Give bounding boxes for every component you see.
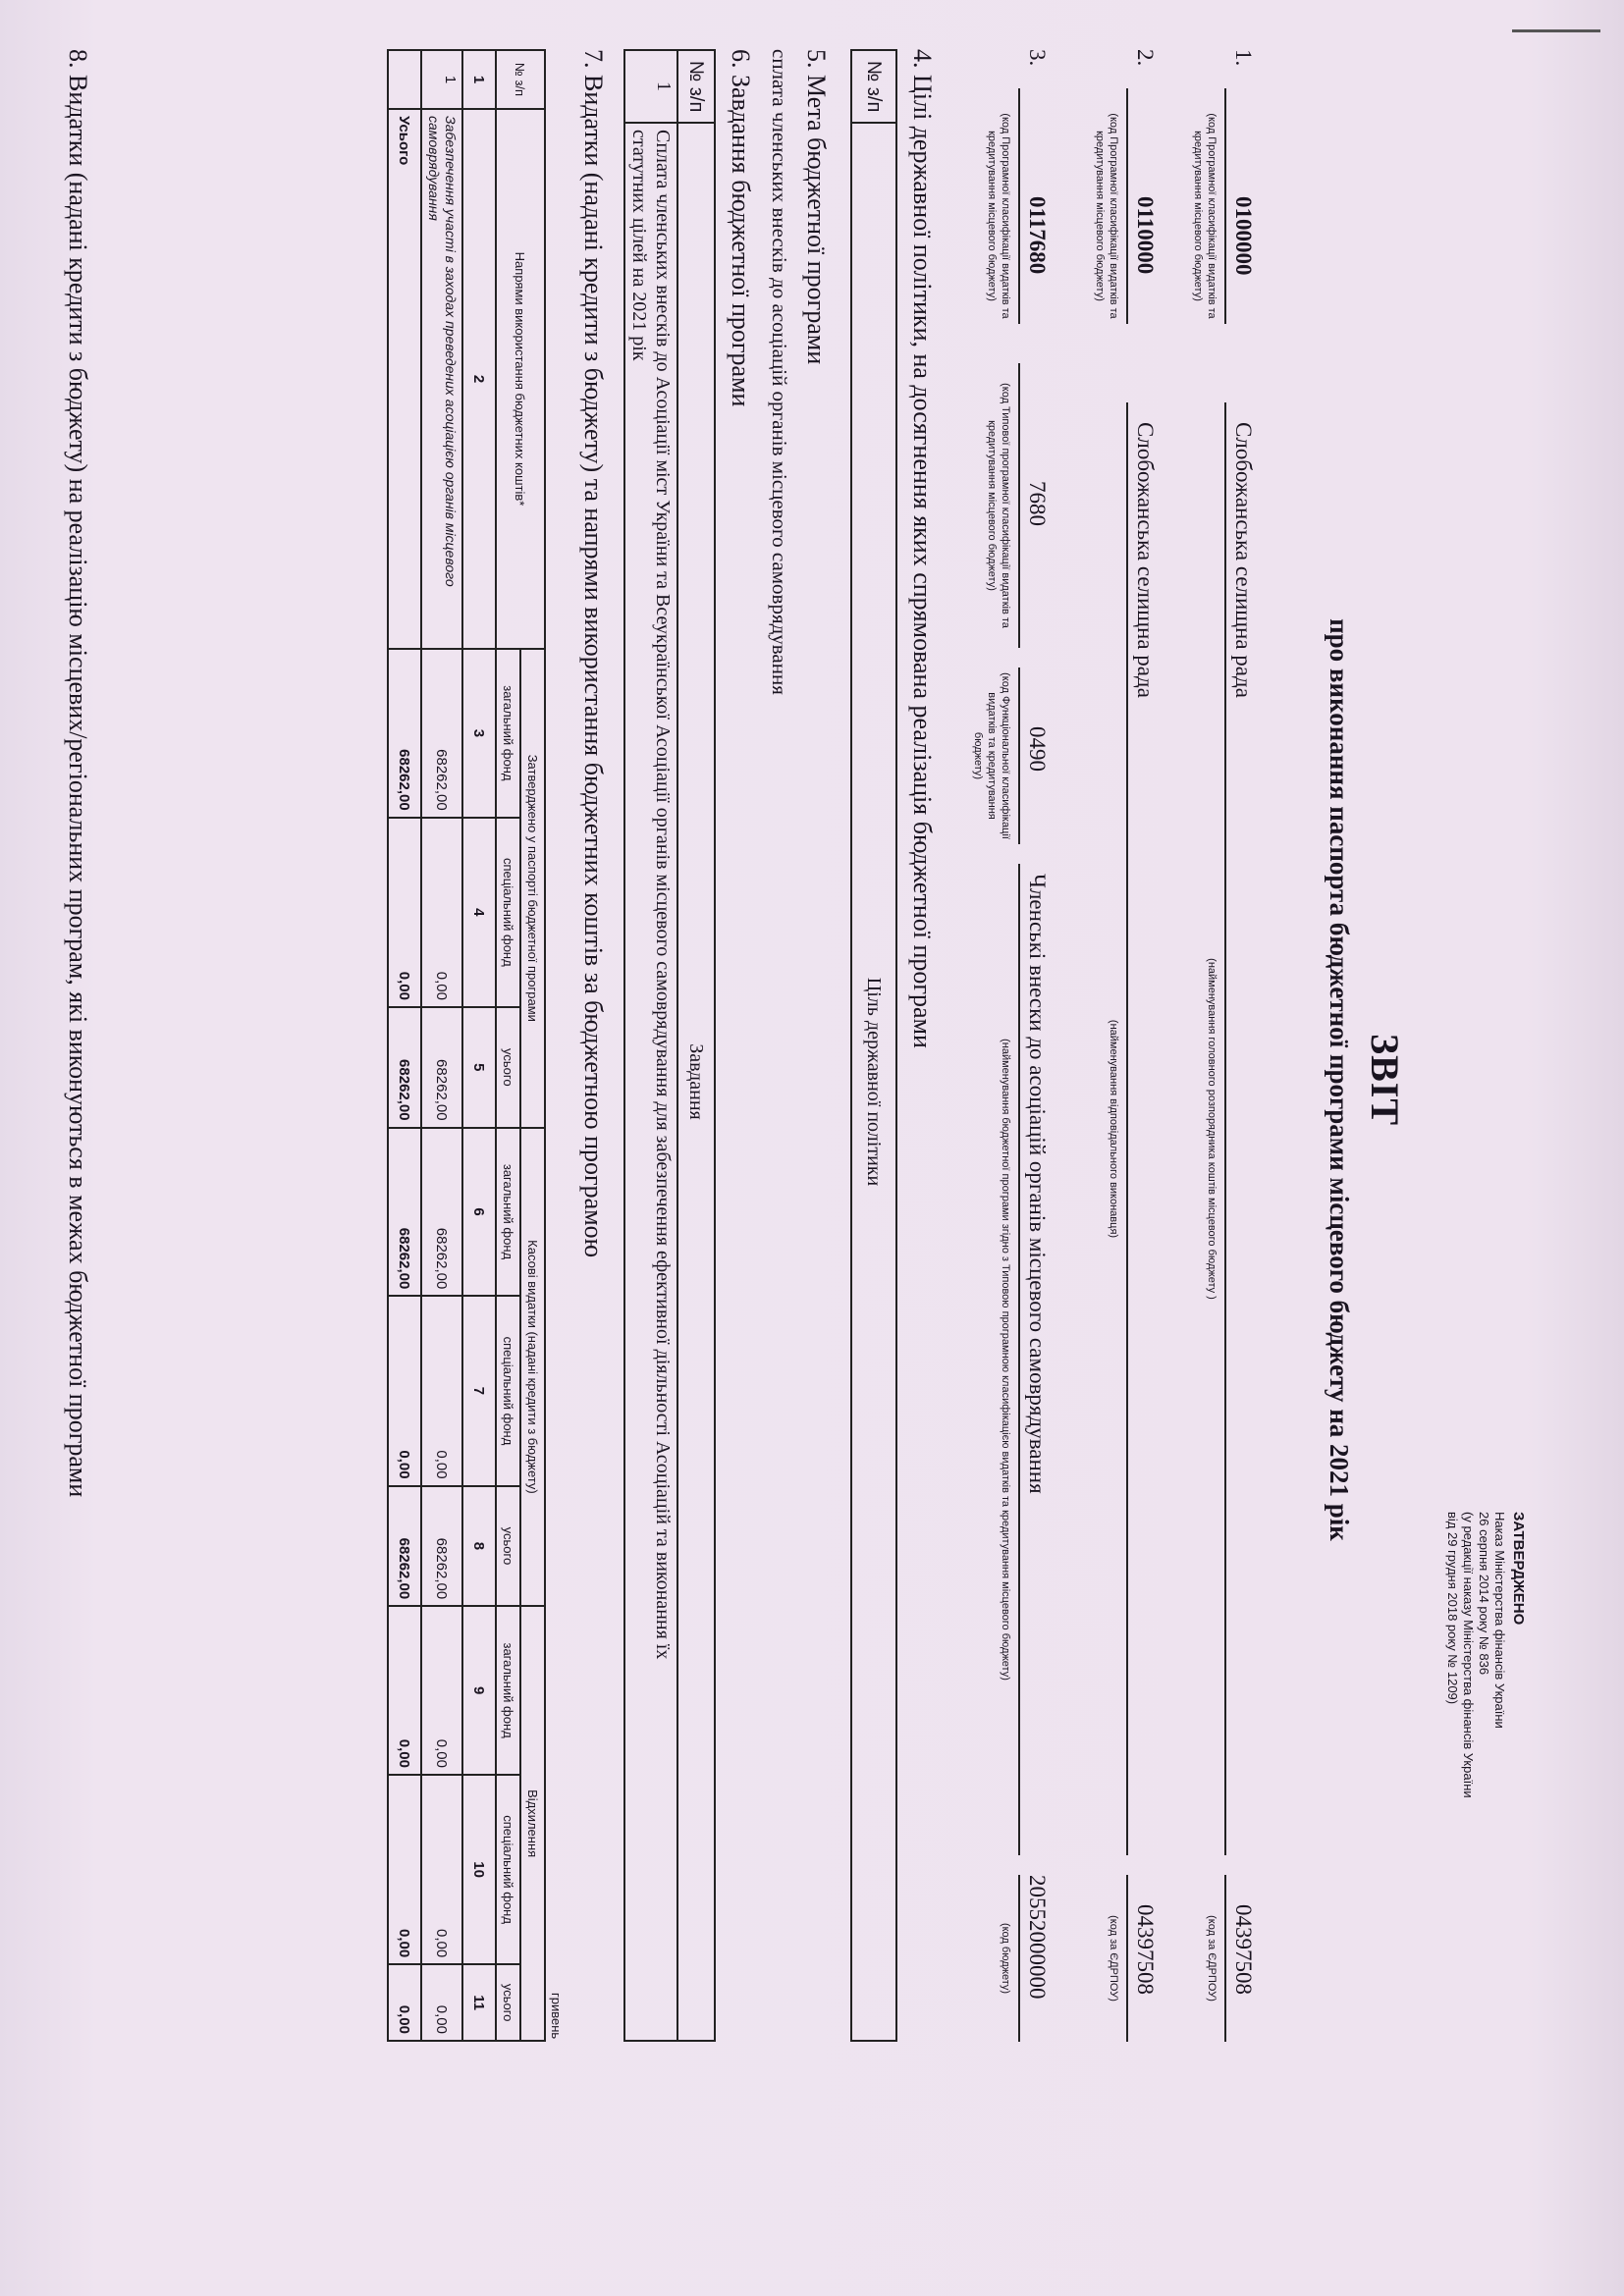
- underline: [1018, 864, 1020, 1855]
- caption: (код бюджету): [1000, 1922, 1011, 1995]
- underline: [1224, 1875, 1226, 2042]
- underline: [1018, 1875, 1020, 2042]
- section-4-title: 4. Цілі державної політики, на досягнення яких спрямована реалізація бюджетної програми: [908, 49, 937, 1048]
- cell-value: 0,00: [421, 1606, 462, 1775]
- currency-label: гривень: [549, 1993, 564, 2040]
- caption: (код Програмної класифікації видатків та кредитування місцевого бюджету): [986, 113, 1011, 319]
- section-7-title: 7. Видатки (надані кредити з бюджету) та напрями використання бюджетних коштів за бюджетною програмою: [579, 49, 608, 1258]
- edrpou-code: 04397508: [1231, 1904, 1256, 1995]
- section-5-title: 5. Мета бюджетної програми: [802, 49, 831, 365]
- col-number: № з/п: [851, 50, 896, 123]
- column-numbers-row: [462, 50, 496, 2041]
- column-number: 5: [462, 1007, 496, 1128]
- caption: (код Функціональної класифікації видатків та кредитування бюджету): [972, 672, 1011, 839]
- task-number: 1: [624, 50, 677, 123]
- col-direction: Напрями використання бюджетних коштів*: [496, 109, 545, 649]
- goals-table: [850, 49, 897, 2042]
- total-value: 0,00: [388, 1296, 421, 1485]
- col-task: Завдання: [677, 123, 715, 2041]
- col-total: усього: [496, 1964, 520, 2041]
- cell-value: 68262,00: [421, 1486, 462, 1607]
- col-goal: Ціль державної політики: [851, 123, 896, 2041]
- col-special-fund: спеціальний фонд: [496, 1296, 520, 1485]
- total-value: 0,00: [388, 1606, 421, 1775]
- item-number: 3.: [1025, 49, 1050, 67]
- total-value: 68262,00: [388, 649, 421, 818]
- underline: [1126, 88, 1128, 324]
- report-title: [1324, 344, 1408, 1816]
- underline: [1126, 1875, 1128, 2042]
- approval-line: Наказ Міністерства фінансів України: [1492, 1512, 1507, 1729]
- table-row: [421, 50, 462, 2041]
- functional-code: 0490: [1025, 726, 1050, 772]
- edrpou-code: 04397508: [1133, 1904, 1158, 1995]
- col-special-fund: спеціальний фонд: [496, 1775, 520, 1964]
- col-general-fund: загальний фонд: [496, 1128, 520, 1297]
- executor-name: Слобожанська селищна рада: [1133, 422, 1158, 698]
- column-number: 6: [462, 1128, 496, 1297]
- total-row: [388, 50, 421, 2041]
- program-name: Членські внески до асоціацій органів місцевого самоврядування: [1025, 874, 1050, 1494]
- section-8-title: 8. Видатки (надані кредити з бюджету) на реалізацію місцевих/регіональних програм, які виконуються в межах бюджетної програми: [64, 49, 92, 1498]
- approval-line: (у редакції наказу Міністерства фінансів України: [1461, 1512, 1476, 1798]
- expenditure-table: [387, 49, 546, 2042]
- column-number: 11: [462, 1964, 496, 2041]
- approval-stamp: [1444, 1512, 1526, 1924]
- underline: [1224, 402, 1226, 1855]
- item-number: 1.: [1231, 49, 1256, 67]
- total-value: 0,00: [388, 818, 421, 1007]
- caption: (найменування головного розпорядника коштів місцевого бюджету ): [1206, 958, 1218, 1300]
- col-group-deviation: Відхилення: [520, 1606, 545, 2041]
- program-code: 0117680: [1025, 196, 1050, 275]
- caption: (найменування бюджетної програми згідно з Типовою програмною класифікацією видатків та кредитування місцевого бюджету): [1000, 1039, 1011, 1681]
- cell-value: 0,00: [421, 818, 462, 1007]
- column-number: 3: [462, 649, 496, 818]
- column-number: 4: [462, 818, 496, 1007]
- column-number: 2: [462, 109, 496, 649]
- program-goal: сплата членських внесків до асоціацій органів місцевого самоврядування: [768, 49, 791, 695]
- col-special-fund: спеціальний фонд: [496, 818, 520, 1007]
- title-main: ЗВІТ: [1363, 1033, 1407, 1127]
- cell-value: 68262,00: [421, 649, 462, 818]
- col-total: усього: [496, 1007, 520, 1128]
- caption: (код Типової програмної класифікації видатків та кредитування місцевого бюджету): [986, 383, 1011, 628]
- program-code: 0100000: [1231, 196, 1256, 276]
- total-value: 0,00: [388, 1775, 421, 1964]
- col-general-fund: загальний фонд: [496, 649, 520, 818]
- col-total: усього: [496, 1486, 520, 1607]
- column-number: 7: [462, 1296, 496, 1485]
- title-sub: про виконання паспорта бюджетної програми місцевого бюджету на 2021 рік: [1325, 618, 1354, 1541]
- col-general-fund: загальний фонд: [496, 1606, 520, 1775]
- approval-line: 26 серпня 2014 року № 836: [1477, 1512, 1491, 1676]
- caption: (код за ЄДРПОУ): [1206, 1915, 1218, 2002]
- row-number: 1: [421, 50, 462, 109]
- item-number: 2.: [1133, 49, 1158, 67]
- typical-code: 7680: [1025, 481, 1050, 526]
- underline: [1018, 667, 1020, 844]
- program-code: 0110000: [1133, 196, 1158, 275]
- col-group-passport: Затверджено у паспорті бюджетної програми: [520, 649, 545, 1128]
- col-number: № з/п: [496, 50, 545, 109]
- column-number: 9: [462, 1606, 496, 1775]
- column-number: 8: [462, 1486, 496, 1607]
- manager-name: Слобожанська селищна рада: [1231, 422, 1256, 698]
- total-value: 0,00: [388, 1964, 421, 2041]
- task-line: статутних цілей на 2021 рік: [628, 130, 650, 361]
- row-number-empty: [388, 50, 421, 109]
- caption: (код Програмної класифікації видатків та кредитування місцевого бюджету): [1192, 113, 1218, 319]
- col-number: № з/п: [677, 50, 715, 123]
- underline: [1018, 363, 1020, 648]
- underline: [1126, 402, 1128, 1855]
- cell-value: 68262,00: [421, 1007, 462, 1128]
- col-group-cash: Касові видатки (надані кредити з бюджету): [520, 1128, 545, 1607]
- task-line: Сплата членських внесків до Асоціації міст України та Всеукраїнської Асоціації органів місцевого самоврядування для забезпечення ефективної діяльності Асоціацій та виконання їх: [652, 130, 674, 1660]
- task-text: [624, 123, 677, 2041]
- caption: (код за ЄДРПОУ): [1108, 1915, 1119, 2002]
- item-2: [1079, 49, 1158, 2042]
- underline: [1224, 88, 1226, 324]
- approval-heading: ЗАТВЕРДЖЕНО: [1510, 1512, 1527, 1626]
- row-direction: Забезпечення участі в заходах преведених асоціацією органів місцевого самоврядування: [421, 109, 462, 649]
- cell-value: 0,00: [421, 1296, 462, 1485]
- budget-code: 20552000000: [1025, 1875, 1050, 2000]
- approval-line: від 29 грудня 2018 року № 1209): [1445, 1512, 1460, 1705]
- column-number: 1: [462, 50, 496, 109]
- cell-value: 68262,00: [421, 1128, 462, 1297]
- total-value: 68262,00: [388, 1007, 421, 1128]
- total-value: 68262,00: [388, 1128, 421, 1297]
- item-1: [1177, 49, 1256, 2042]
- caption: (код Програмної класифікації видатків та кредитування місцевого бюджету): [1094, 113, 1119, 319]
- total-label: Усього: [388, 109, 421, 649]
- item-3: [961, 49, 1050, 2042]
- caption: (найменування відповідального виконавця): [1108, 1019, 1119, 1239]
- total-value: 68262,00: [388, 1486, 421, 1607]
- cell-value: 0,00: [421, 1964, 462, 2041]
- table-row: [624, 50, 677, 2041]
- column-number: 10: [462, 1775, 496, 1964]
- cell-value: 0,00: [421, 1775, 462, 1964]
- section-6-title: 6. Завдання бюджетної програми: [727, 49, 755, 407]
- tasks-table: [623, 49, 716, 2042]
- underline: [1018, 88, 1020, 324]
